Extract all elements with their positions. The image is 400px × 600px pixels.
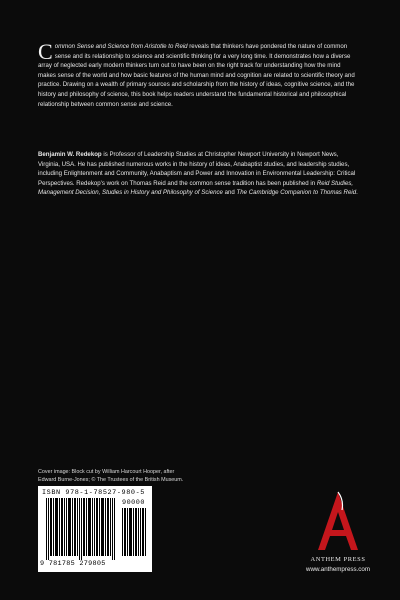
publisher-url[interactable]: www.anthempress.com [306,566,370,573]
bio-text-2: and [222,189,237,197]
anthem-press-logo-icon [314,490,362,552]
bio-text-3: . [356,189,358,197]
author-name: Benjamin W. Redekop [38,151,102,158]
blurb-text: reveals that thinkers have pondered the nature of common sense and its relationship to science and scientific thinking for a very long time. It demonstrates how a diverse array of neglected early modern thinkers turn out to have been on the right track for understanding how the mind makes sense of the world and how basic features of the human mind and cognition are related to scientific theory and practice. Drawing on a wealth of primary sources and scholarship from the history of ideas, cognitive science, and the history and philosophy of science, this book helps readers understand the fundamental historical and philosophical relationship between common sense and science. [38,43,355,108]
publisher-name: ANTHEM PRESS [310,556,366,563]
price-addon-number: 90000 [122,499,145,507]
author-bio [38,150,360,198]
cover-credit-line-1: Cover image: Block cut by William Harcourt Hooper, after [38,469,175,475]
publisher-block [298,490,378,580]
book-blurb [38,39,360,109]
bio-companion-title: The Cambridge Companion to Thomas Reid [236,189,357,197]
isbn-barcode [38,486,152,572]
addon-barcode-bars [122,508,148,556]
cover-image-credit [38,468,238,484]
blurb-dropcap: C [38,39,53,64]
cover-credit-line-2: Edward Burne-Jones; © The Trustees of the British Museum. [38,477,184,483]
ean-number: 9 781785 279805 [40,560,106,568]
bio-text-1: is Professor of Leadership Studies at Christopher Newport University in Newport News, Virginia, USA. He has published numerous works in the history of ideas, Anabaptist studies, and leadership studies, including Enlightenment and Community, Anabaptism and Power and Innovation in Environmental Leadership: Critical Perspectives. Redekop's work on Thomas Reid and the common sense tradition has been published in [38,151,356,187]
isbn-number: ISBN 978-1-78527-980-5 [42,489,145,497]
blurb-book-title: ommon Sense and Science from Aristotle to Reid [54,43,188,50]
ean-barcode-bars [46,498,118,560]
bio-publications: Reid Studies, Management Decision, Studies in History and Philosophy of Science [38,179,354,197]
